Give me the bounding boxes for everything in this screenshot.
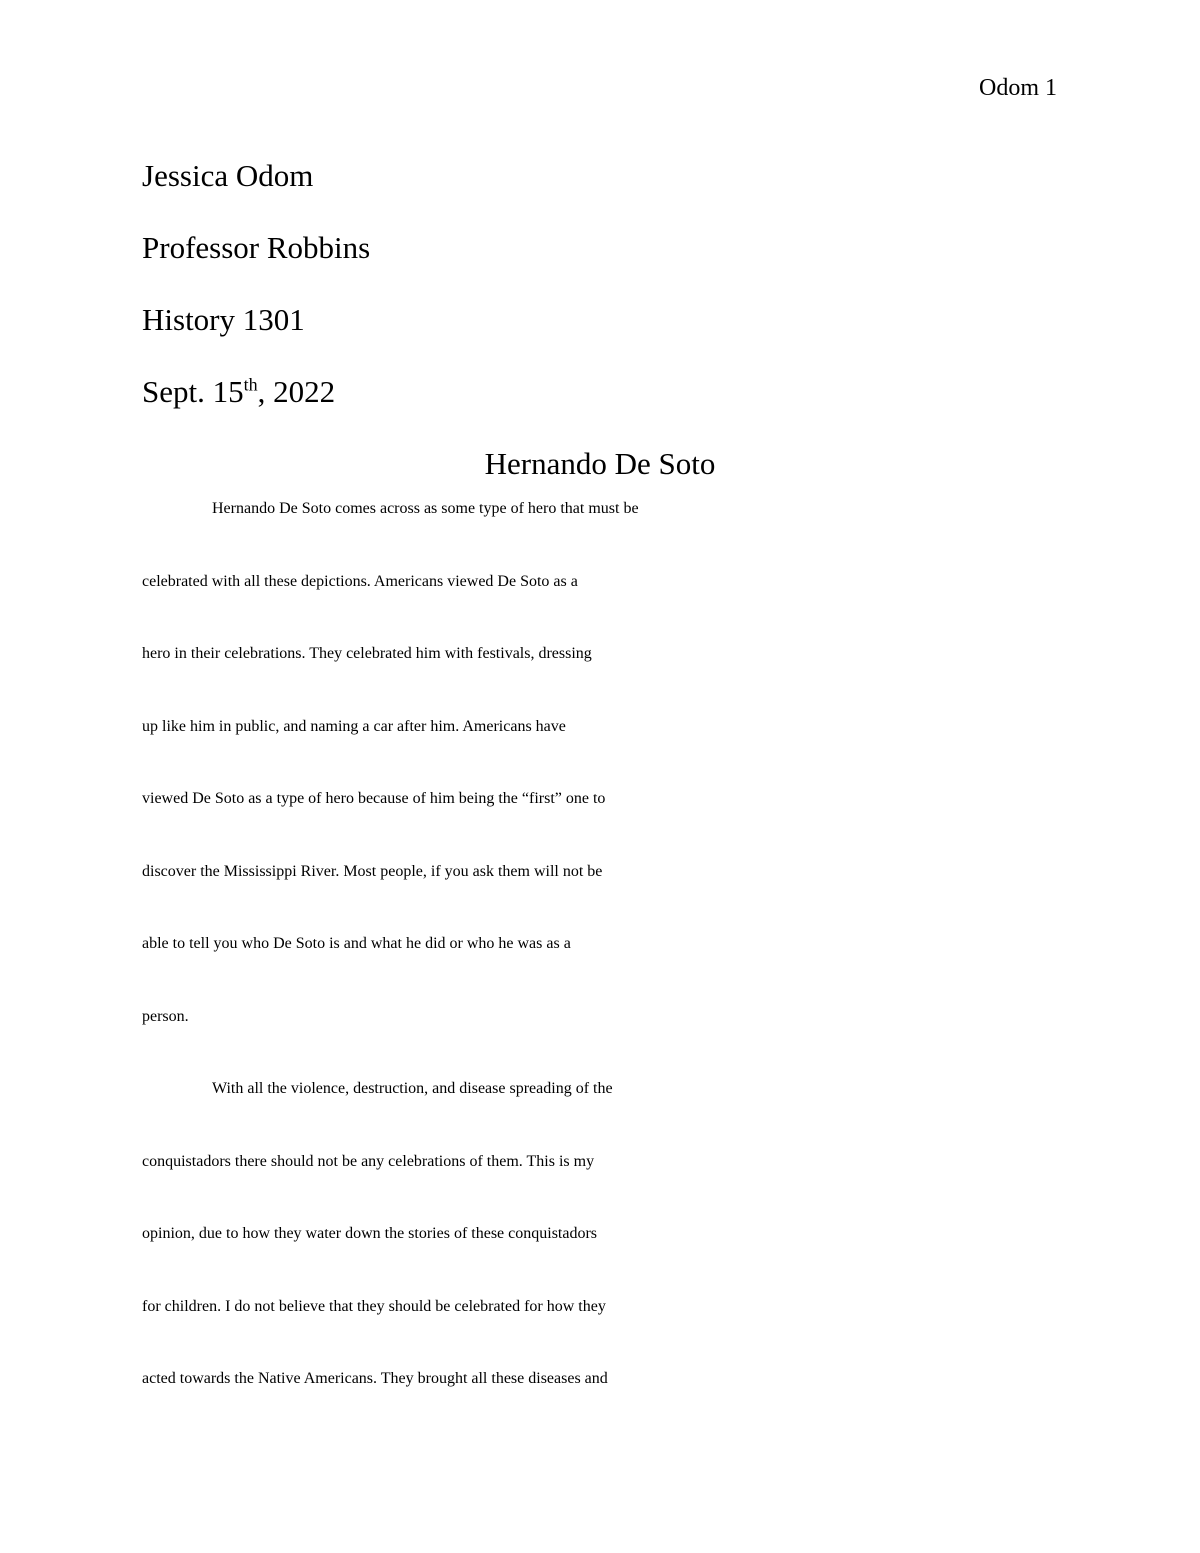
date-suffix: , 2022 [257, 374, 336, 409]
paragraph-line: celebrated with all these depictions. Americans viewed De Soto as a [142, 572, 578, 590]
date-superscript: th [243, 374, 258, 395]
paragraph-line: acted towards the Native Americans. They brought all these diseases and [142, 1370, 608, 1387]
professor-name: Professor Robbins [142, 230, 371, 265]
student-name: Jessica Odom [142, 158, 314, 193]
paragraph-line: With all the violence, destruction, and disease spreading of the [212, 1080, 613, 1097]
paragraph-line: viewed De Soto as a type of hero because of him being the “first” one to [142, 790, 606, 807]
paragraph-1 [142, 500, 1058, 1080]
paragraph-line: opinion, due to how they water down the stories of these conquistadors [142, 1225, 598, 1242]
date-prefix: Sept. 15 [142, 374, 244, 409]
page-header: Odom 1 [979, 75, 1057, 101]
paragraph-line: up like him in public, and naming a car after him. Americans have [142, 717, 566, 735]
paragraph-line: person. [142, 1007, 189, 1025]
paragraph-line: for children. I do not believe that they should be celebrated for how they [142, 1297, 606, 1315]
essay-title: Hernando De Soto [484, 446, 716, 481]
paragraph-line: Hernando De Soto comes across as some type of hero that must be [212, 500, 639, 517]
paragraph-line: discover the Mississippi River. Most people, if you ask them will not be [142, 862, 603, 880]
paragraph-line: conquistadors there should not be any celebrations of them. This is my [142, 1152, 595, 1170]
essay-date [142, 356, 1058, 428]
paragraph-line: hero in their celebrations. They celebrated him with festivals, dressing [142, 645, 592, 662]
paragraph-line: able to tell you who De Soto is and what he did or who he was as a [142, 935, 571, 952]
mla-heading [142, 140, 1058, 1443]
paragraph-2 [142, 1080, 1058, 1443]
course-name: History 1301 [142, 302, 305, 337]
